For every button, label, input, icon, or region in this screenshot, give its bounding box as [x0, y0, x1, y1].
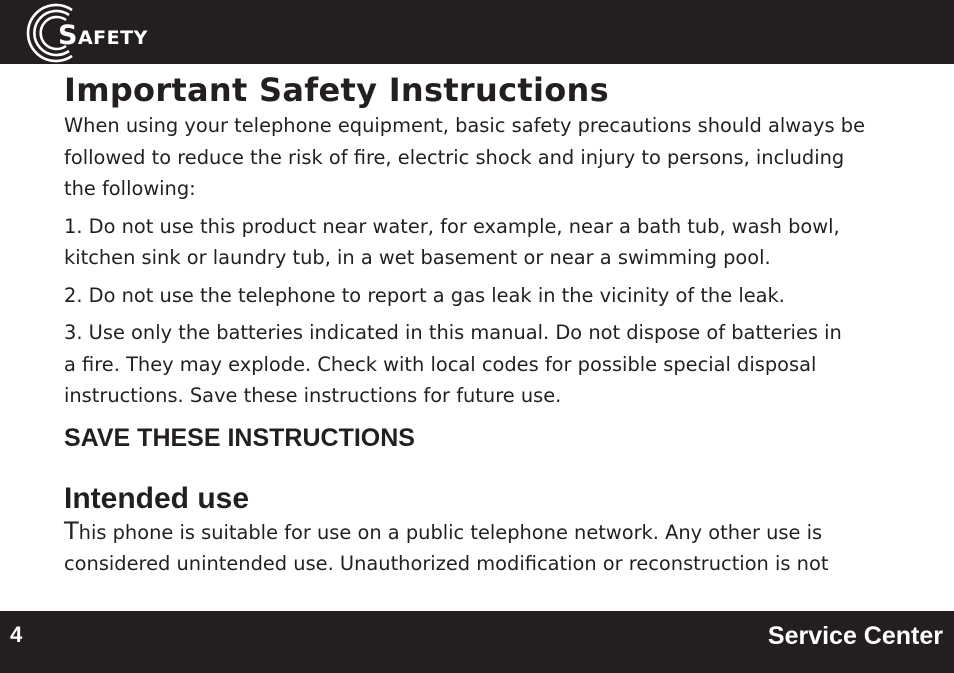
intended-use-line: considered unintended use. Unauthorized modification or reconstruction is not — [64, 552, 829, 575]
intended-use-paragraph — [64, 516, 950, 580]
page-number: 4 — [10, 622, 23, 647]
intro-line: When using your telephone equipment, basic safety precautions should always be — [64, 114, 866, 137]
section-label-initial: S — [58, 20, 78, 51]
instruction-item-3 — [64, 317, 950, 412]
instruction-item-1 — [64, 211, 950, 274]
section-label — [58, 22, 148, 49]
instruction-line: kitchen sink or laundry tub, in a wet basement or near a swimming pool. — [64, 246, 771, 269]
page-title: Important Safety Instructions — [64, 71, 609, 109]
instruction-line: instructions. Save these instructions for future use. — [64, 384, 562, 407]
intro-line: the following: — [64, 177, 196, 200]
intro-paragraph — [64, 110, 950, 205]
save-instructions-heading: SAVE THESE INSTRUCTIONS — [64, 423, 415, 452]
intended-use-line-rest: his phone is suitable for use on a public telephone network. Any other use is — [78, 520, 823, 544]
instruction-line: 3. Use only the batteries indicated in this manual. Do not dispose of batteries in — [64, 321, 842, 344]
footer-title: Service Center — [767, 622, 943, 650]
section-label-rest: AFETY — [77, 27, 148, 49]
intended-use-line — [64, 516, 950, 549]
intended-use-heading: Intended use — [64, 481, 250, 515]
instruction-line: 2. Do not use the telephone to report a gas leak in the vicinity of the leak. — [64, 283, 785, 307]
intro-line: followed to reduce the risk of fire, electric shock and injury to persons, including — [64, 145, 845, 169]
main-content — [64, 70, 950, 580]
instruction-line: a fire. They may explode. Check with local codes for possible special disposal — [64, 352, 817, 376]
instruction-item-2 — [64, 280, 950, 312]
instruction-line: 1. Do not use this product near water, for example, near a bath tub, wash bowl, — [64, 214, 840, 238]
drop-cap-letter: T — [64, 516, 79, 545]
